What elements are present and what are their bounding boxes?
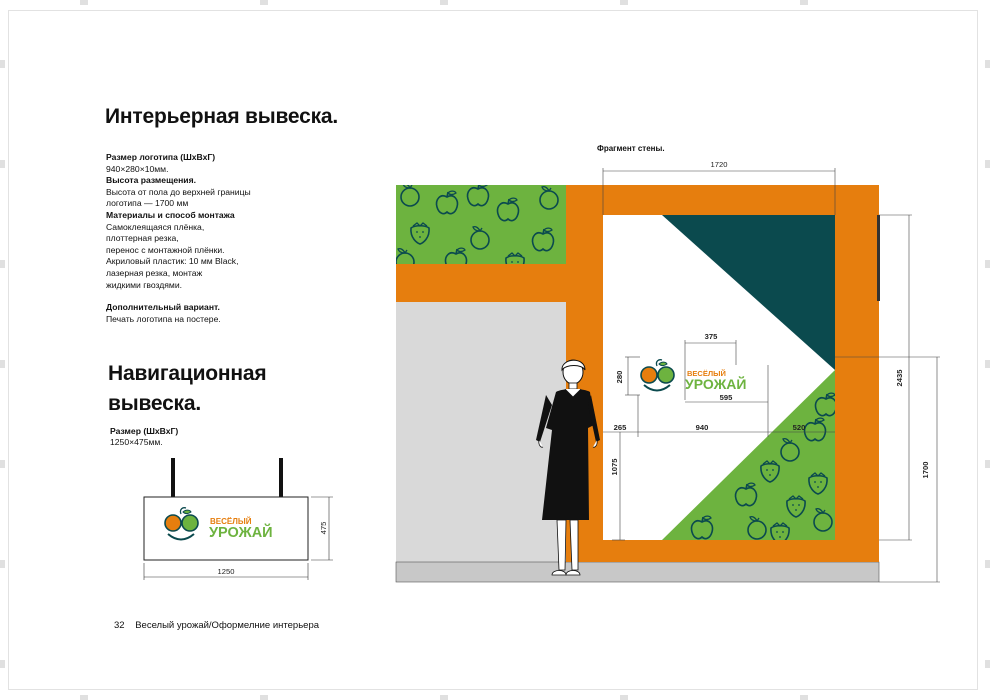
wall-caption: Фрагмент стены. — [597, 144, 665, 153]
spec-height-line: логотипа — 1700 мм — [106, 198, 189, 209]
footer-title: Веселый урожай/Оформелние интерьера — [135, 620, 320, 631]
nav-sign-hanger-right — [279, 458, 283, 500]
nav-logo-word-top: ВЕСЁЛЫЙ — [210, 517, 252, 526]
dim-1700: 1700 — [921, 461, 930, 479]
spec-materials-line: Акриловый пластик: 10 мм Black, — [106, 256, 239, 267]
nav-dim-width: 1250 — [217, 567, 235, 576]
wall-fragment — [396, 144, 940, 582]
nav-size-title: Размер (ШхВхГ) — [110, 426, 179, 436]
heading-interior-sign: Интерьерная вывеска. — [105, 105, 339, 128]
spec-extra-title: Дополнительный вариант. — [106, 302, 220, 313]
spec-materials-line: лазерная резка, монтаж — [106, 267, 203, 278]
floor-strip — [396, 562, 879, 582]
dim-1720: 1720 — [710, 160, 728, 169]
dim-940: 940 — [695, 423, 709, 432]
dim-595: 595 — [719, 393, 733, 402]
spec-size-title: Размер логотипа (ШхВхГ) — [106, 152, 216, 162]
nav-size-value: 1250×475мм. — [110, 437, 163, 447]
wall-logo-word-bottom: УРОЖАЙ — [685, 376, 747, 392]
dim-2435: 2435 — [895, 369, 904, 387]
orange-band-left — [396, 264, 566, 302]
spec-materials-line: перенос с монтажной плёнки. — [106, 244, 225, 255]
spec-height-title: Высота размещения. — [106, 175, 196, 186]
dim-280: 280 — [615, 370, 624, 384]
wall-logo-word-top: ВЕСЁЛЫЙ — [687, 369, 726, 378]
frame-edge-mark — [877, 215, 880, 301]
nav-sign-group — [144, 458, 333, 580]
spec-materials-line: жидкими гвоздями. — [106, 279, 183, 290]
heading-nav-sign-line1: Навигационная — [108, 362, 267, 385]
nav-logo-word-bottom: УРОЖАЙ — [209, 525, 273, 541]
page-number: 32 — [114, 620, 125, 631]
spec-size-value: 940×280×10мм. — [106, 163, 169, 174]
nav-dim-height: 475 — [319, 521, 328, 535]
page-footer — [114, 620, 319, 631]
spec-materials-title: Материалы и способ монтажа — [106, 209, 235, 220]
heading-nav-sign-line2: вывеска. — [108, 392, 201, 415]
nav-sign-hanger-left — [171, 458, 175, 500]
spec-materials-line: Самоклеящаяся плёнка, — [106, 221, 205, 232]
spec-extra-line: Печать логотипа на постере. — [106, 313, 221, 324]
spec-materials-line: плоттерная резка, — [106, 233, 179, 244]
dim-375: 375 — [704, 332, 718, 341]
dim-520: 520 — [792, 423, 806, 432]
spec-height-line: Высота от пола до верхней границы — [106, 186, 251, 197]
dim-1075: 1075 — [610, 458, 619, 476]
dim-265: 265 — [613, 423, 627, 432]
